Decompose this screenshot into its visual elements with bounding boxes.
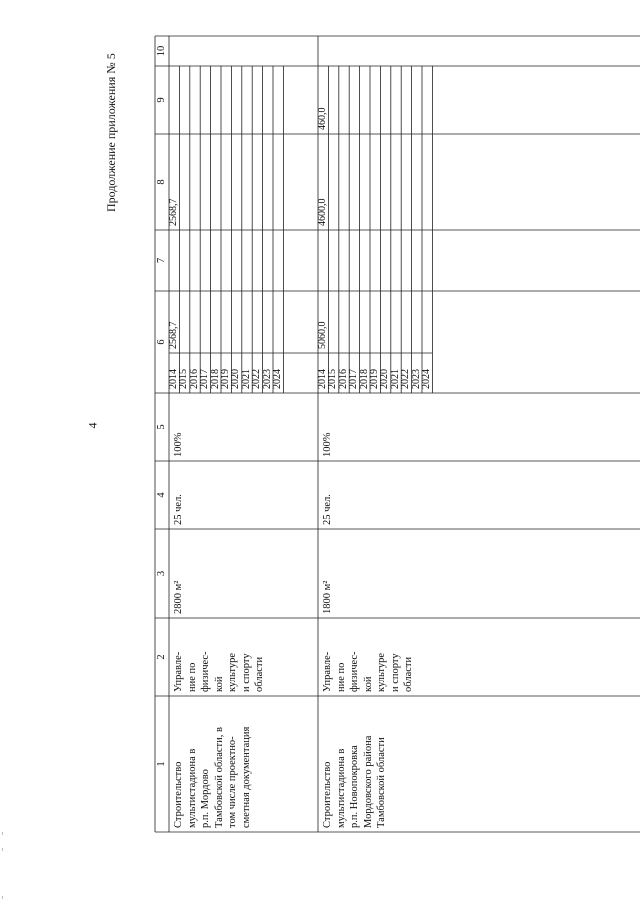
- responsible-body-line: Управле-: [322, 651, 333, 692]
- column-header-2: 2: [156, 654, 167, 660]
- margin-mark: [2, 832, 3, 835]
- responsible-body-line: области: [403, 656, 414, 692]
- capacity-value: 2800 м²: [173, 580, 184, 614]
- responsible-body-line: Управле-: [173, 651, 184, 692]
- page-number: 4: [85, 422, 100, 429]
- year-label: 2017: [199, 369, 211, 389]
- responsible-body-line: и спорту: [389, 653, 401, 692]
- responsible-body-line: ние по: [335, 662, 347, 692]
- responsible-body-line: кой: [362, 676, 374, 692]
- project-name-line: Строительство: [322, 761, 333, 828]
- margin-mark: [2, 896, 3, 899]
- year-label: 2021: [240, 369, 252, 389]
- column-header-5: 5: [156, 424, 167, 430]
- year-label: 2019: [220, 369, 231, 389]
- responsible-body-line: культуре: [376, 653, 387, 692]
- responsible-body-line: кой: [213, 676, 225, 692]
- year-label: 2020: [230, 369, 242, 389]
- column-header-3: 3: [156, 570, 167, 577]
- column-header-7: 7: [156, 257, 167, 264]
- year-label: 2021: [389, 369, 401, 389]
- column-header-9: 9: [156, 97, 167, 103]
- project-name-line: сметная документация: [240, 726, 252, 828]
- total-value: 2568,7: [168, 321, 179, 349]
- year-label: 2015: [327, 369, 339, 389]
- capacity-value: 1800 м²: [322, 580, 333, 614]
- responsible-body-line: области: [254, 656, 265, 692]
- project-name-line: мультистадиона в: [335, 748, 347, 828]
- project-name-line: мультистадиона в: [186, 748, 198, 828]
- readiness-value: 100%: [173, 432, 184, 457]
- project-name-line: Тамбовской области: [376, 737, 387, 828]
- year-label: 2016: [337, 369, 349, 389]
- column-header-8: 8: [156, 179, 167, 185]
- margin-mark: [2, 848, 3, 851]
- year-label: 2018: [358, 369, 370, 389]
- project-name-line: р.п. Новопокровка: [349, 745, 360, 828]
- appendix-caption: Продолжение приложения № 5: [104, 53, 118, 212]
- column-header-6: 6: [156, 339, 167, 345]
- year-label: 2017: [348, 369, 360, 389]
- responsible-body-line: ние по: [186, 662, 198, 692]
- year-label: 2019: [369, 369, 380, 389]
- year-label: 2024: [272, 369, 283, 389]
- year-label: 2023: [410, 369, 422, 389]
- year-label: 2023: [261, 369, 273, 389]
- readiness-value: 100%: [322, 432, 333, 457]
- year-label: 2016: [188, 369, 200, 389]
- column-header-10: 10: [156, 45, 167, 57]
- year-label: 2018: [209, 369, 221, 389]
- project-name-line: р.п. Мордово: [200, 769, 211, 828]
- year-label: 2024: [421, 369, 432, 389]
- project-name-line: Тамбовской области, в: [213, 727, 225, 828]
- project-name-line: Строительство: [173, 761, 184, 828]
- year-label: 2014: [317, 369, 328, 389]
- responsible-body-line: физичес-: [349, 651, 360, 692]
- responsible-body-line: и спорту: [240, 653, 252, 692]
- year-label: 2014: [168, 369, 179, 389]
- project-name-line: том числе проектно-: [227, 736, 238, 828]
- column-header-1: 1: [156, 761, 167, 767]
- budget-value: 2568,7: [168, 198, 179, 226]
- total-value: 5060,0: [317, 321, 328, 349]
- people-value: 25 чел.: [322, 494, 333, 525]
- responsible-body-line: физичес-: [200, 651, 211, 692]
- extra-value: 460,0: [317, 107, 328, 130]
- budget-value: 4600,0: [317, 198, 328, 226]
- project-name-line: Мордовского района: [362, 735, 374, 828]
- table-grid: [155, 36, 640, 832]
- year-label: 2015: [178, 369, 190, 389]
- responsible-body-line: культуре: [227, 653, 238, 692]
- year-label: 2022: [251, 369, 263, 389]
- column-header-4: 4: [156, 492, 167, 498]
- people-value: 25 чел.: [173, 494, 184, 525]
- data-table: [155, 36, 640, 832]
- year-label: 2022: [400, 369, 412, 389]
- year-label: 2020: [379, 369, 391, 389]
